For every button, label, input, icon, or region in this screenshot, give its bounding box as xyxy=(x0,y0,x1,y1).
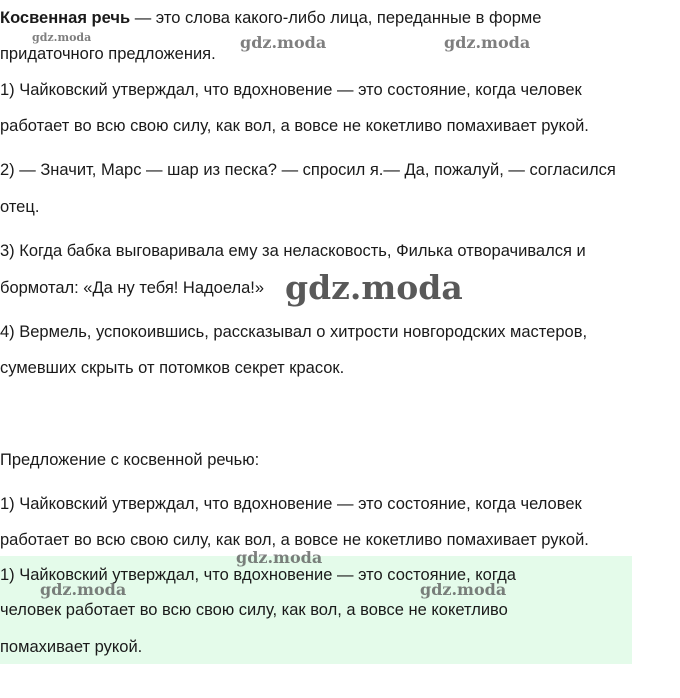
highlighted-line-3: помахивает рукой. xyxy=(0,638,143,656)
example-1-line-2: работает во всю свою силу, как вол, а вовсе не кокетливо помахивает рукой. xyxy=(0,117,589,135)
watermark: gdz.moda xyxy=(40,580,127,599)
definition-line-2: придаточного предложения. xyxy=(0,45,216,63)
highlighted-line-2: человек работает во всю свою силу, как вол, а вовсе не кокетливо xyxy=(0,601,508,619)
example-1-line-1: 1) Чайковский утверждал, что вдохновение — это состояние, когда человек xyxy=(0,81,582,99)
watermark: gdz.moda xyxy=(420,580,507,599)
example-4-line-1: 4) Вермель, успокоившись, рассказывал о хитрости новгородских мастеров, xyxy=(0,323,588,341)
answer-line-2: работает во всю свою силу, как вол, а вовсе не кокетливо помахивает рукой. xyxy=(0,531,589,549)
watermark: gdz.moda xyxy=(240,33,327,52)
watermark: gdz.moda xyxy=(32,31,92,44)
example-2-line-2: отец. xyxy=(0,198,40,216)
example-3-line-1: 3) Когда бабка выговаривала ему за неласковость, Филька отворачивался и xyxy=(0,242,586,260)
example-4-line-2: сумевших скрыть от потомков секрет красок. xyxy=(0,359,345,377)
example-2-line-1: 2) — Значит, Марс — шар из песка? — спросил я.— Да, пожалуй, — согласился xyxy=(0,161,616,179)
answer-heading: Предложение с косвенной речью: xyxy=(0,451,260,469)
answer-line-1: 1) Чайковский утверждал, что вдохновение — это состояние, когда человек xyxy=(0,495,582,513)
watermark: gdz.moda xyxy=(236,548,323,567)
example-3-line-2: бормотал: «Да ну тебя! Надоела!» xyxy=(0,279,265,297)
highlighted-line-1: 1) Чайковский утверждал, что вдохновение — это состояние, когда xyxy=(0,566,516,584)
watermark: gdz.moda xyxy=(444,33,531,52)
definition-text: — это слова какого-либо лица, переданные в форме xyxy=(130,9,542,27)
watermark-large: gdz.moda xyxy=(285,268,463,307)
definition-term: Косвенная речь xyxy=(0,9,131,27)
definition-line-1 xyxy=(0,8,541,28)
